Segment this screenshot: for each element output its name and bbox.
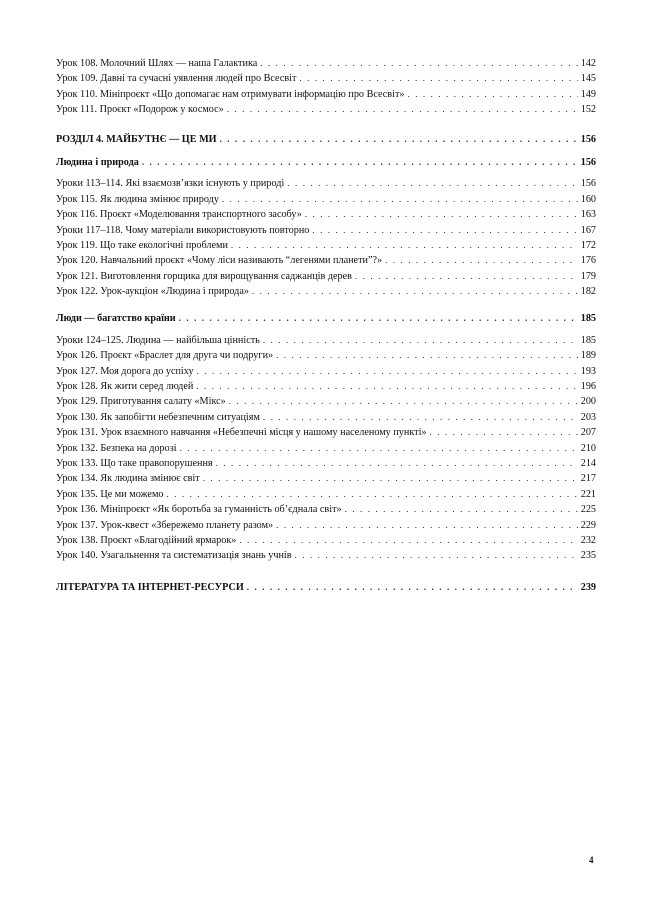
toc-entry-page: 203 (580, 411, 596, 423)
toc-entry-page: 229 (580, 519, 596, 531)
toc-entry[interactable] (56, 192, 596, 207)
toc-entry[interactable] (56, 71, 596, 86)
toc-entry[interactable] (56, 502, 596, 517)
toc-entry-page: 207 (580, 427, 596, 439)
dot-leader (305, 207, 578, 222)
dot-leader (276, 518, 578, 533)
toc-entry-title: Урок 138. Проєкт «Благодійний ярмарок» (56, 534, 237, 546)
toc-entry-page: 185 (580, 313, 596, 325)
toc-entry-title: Урок 136. Мініпроєкт «Як боротьба за гуманність об’єднала світ» (56, 504, 342, 516)
dot-leader (345, 502, 578, 517)
toc-entry-title: Урок 109. Давні та сучасні уявлення людей про Всесвіт (56, 73, 297, 85)
dot-leader (231, 238, 578, 253)
toc-entry-page: 145 (580, 73, 596, 85)
dot-leader (252, 284, 578, 299)
toc-entry-page: 160 (580, 193, 596, 205)
toc-entry[interactable] (56, 253, 596, 268)
toc-entry-title: Урок 140. Узагальнення та систематизація знань учнів (56, 550, 292, 562)
toc-entry[interactable] (56, 207, 596, 222)
toc-entry-page: 172 (580, 239, 596, 251)
toc-entry-title: Урок 127. Моя дорога до успіху (56, 365, 194, 377)
toc-entry-page: 149 (580, 88, 596, 100)
toc-entry-page: 179 (580, 270, 596, 282)
toc-entry[interactable] (56, 394, 596, 409)
toc-entry-page: 225 (580, 504, 596, 516)
toc-entry-title: Урок 108. Молочний Шлях — наша Галактика (56, 58, 258, 69)
toc-entry-title: Урок 122. Урок-аукціон «Людина і природа» (56, 286, 249, 298)
dot-leader (263, 333, 578, 348)
toc-entry[interactable] (56, 441, 596, 456)
toc-entry[interactable] (56, 348, 596, 363)
dot-leader (287, 176, 577, 191)
toc-entry-title: Урок 115. Як людина змінює природу (56, 193, 219, 205)
dot-leader (196, 379, 577, 394)
toc-entry-page: 156 (580, 133, 596, 145)
toc-entry-page: 152 (580, 104, 596, 116)
toc-section-heading[interactable] (56, 132, 596, 147)
dot-leader (312, 223, 577, 238)
toc-entry-page: 239 (580, 581, 596, 593)
toc-entry[interactable] (56, 102, 596, 117)
toc-entry-page: 210 (580, 442, 596, 454)
toc-subsection-heading[interactable] (56, 155, 596, 170)
toc-entry-page: 232 (580, 534, 596, 546)
dot-leader (239, 533, 577, 548)
toc-entry[interactable] (56, 518, 596, 533)
dot-leader (222, 192, 578, 207)
dot-leader (385, 253, 578, 268)
toc-entry-page: 156 (580, 156, 596, 168)
toc-entry-title: Урок 119. Що таке екологічні проблеми (56, 239, 228, 251)
dot-leader (197, 364, 578, 379)
toc-entry[interactable] (56, 364, 596, 379)
toc-entry[interactable] (56, 238, 596, 253)
dot-leader (299, 71, 577, 86)
toc-section-heading[interactable] (56, 580, 596, 595)
toc-entry-title: Урок 133. Що таке правопорушення (56, 457, 213, 469)
dot-leader (355, 269, 578, 284)
toc-entry-page: 214 (580, 457, 596, 469)
toc-entry-title: Урок 132. Безпека на дорозі (56, 442, 177, 454)
toc-entry-title: Урок 128. Як жити серед людей (56, 381, 194, 393)
dot-leader (227, 102, 578, 117)
toc-entry-page: 235 (580, 550, 596, 562)
dot-leader (295, 548, 578, 563)
toc-entry-page: 196 (580, 381, 596, 393)
toc-entry-title: Урок 134. Як людина змінює світ (56, 473, 200, 485)
toc-entry-page: 182 (580, 286, 596, 298)
toc-entry-page: 221 (580, 488, 596, 500)
toc-entry[interactable] (56, 548, 596, 563)
toc-entry[interactable] (56, 456, 596, 471)
dot-leader (430, 425, 578, 440)
toc-subsection-heading[interactable] (56, 311, 596, 326)
toc-entry-title: Урок 129. Приготування салату «Мікс» (56, 396, 226, 408)
dot-leader (247, 580, 578, 595)
toc-entry-title: Урок 137. Урок-квест «Збережемо планету разом» (56, 519, 274, 531)
toc-entry[interactable] (56, 410, 596, 425)
dot-leader (180, 441, 578, 456)
toc-entry-title: Урок 110. Мініпроєкт «Що допомагає нам отримувати інформацію про Всесвіт» (56, 88, 405, 100)
toc-entry-title: Урок 116. Проєкт «Моделювання транспортного засобу» (56, 209, 302, 221)
dot-leader (203, 471, 578, 486)
toc-entry[interactable] (56, 284, 596, 299)
toc-entry-page: 193 (580, 365, 596, 377)
toc-entry-title: Уроки 124–125. Людина — найбільша цінність (56, 334, 260, 346)
toc-entry[interactable] (56, 269, 596, 284)
toc-entry[interactable] (56, 379, 596, 394)
toc-entry-title: Уроки 113–114. Які взаємозв’язки існують у природі (56, 178, 285, 190)
toc-entry[interactable] (56, 87, 596, 102)
toc-entry[interactable] (56, 471, 596, 486)
dot-leader (229, 394, 578, 409)
toc-entry-title: ЛІТЕРАТУРА ТА ІНТЕРНЕТ-РЕСУРСИ (56, 581, 244, 593)
dot-leader (263, 410, 578, 425)
toc-entry-page: 185 (580, 334, 596, 346)
toc-entry-page: 176 (580, 255, 596, 267)
page-number: 4 (589, 855, 594, 865)
dot-leader (408, 87, 578, 102)
toc-entry-page: 156 (580, 178, 596, 190)
dot-leader (216, 456, 578, 471)
toc-entry[interactable] (56, 425, 596, 440)
toc-entry-title: Урок 130. Як запобігти небезпечним ситуаціям (56, 411, 260, 423)
toc-entry[interactable] (56, 333, 596, 348)
toc-entry-title: Урок 120. Навчальний проєкт «Чому ліси називають “легенями планети”?» (56, 255, 383, 267)
toc-entry-title: Урок 121. Виготовлення горщика для вирощування саджанців дерев (56, 270, 352, 282)
toc-entry-title: Урок 131. Урок взаємного навчання «Небезпечні місця у нашому населеному пункті» (56, 427, 427, 439)
toc-entry[interactable] (56, 533, 596, 548)
dot-leader (276, 348, 578, 363)
dot-leader (260, 56, 577, 71)
toc-entry-title: Люди — багатство країни (56, 313, 176, 325)
toc-entry-page: 163 (580, 209, 596, 221)
toc-entry-page: 189 (580, 350, 596, 362)
dot-leader (167, 487, 578, 502)
toc-entry-title: Уроки 117–118. Чому матеріали використовують повторно (56, 224, 310, 236)
toc-entry-page: 217 (580, 473, 596, 485)
toc-entry-title: Урок 126. Проєкт «Браслет для друга чи подруги» (56, 350, 274, 362)
dot-leader (179, 311, 578, 326)
toc-entry-page: 167 (580, 224, 596, 236)
dot-leader (142, 155, 578, 170)
toc-entry-page: 142 (580, 58, 596, 69)
dot-leader (220, 132, 578, 147)
toc-entry[interactable] (56, 56, 596, 71)
toc-entry-title: Людина і природа (56, 156, 139, 168)
toc-entry[interactable] (56, 223, 596, 238)
toc-entry-title: Урок 135. Це ми можемо (56, 488, 164, 500)
toc-entry-page: 200 (580, 396, 596, 408)
table-of-contents (56, 56, 596, 603)
toc-entry[interactable] (56, 487, 596, 502)
toc-entry-title: РОЗДІЛ 4. МАЙБУТНЄ — ЦЕ МИ (56, 133, 217, 145)
toc-entry-title: Урок 111. Проєкт «Подорож у космос» (56, 104, 224, 116)
toc-entry[interactable] (56, 176, 596, 191)
